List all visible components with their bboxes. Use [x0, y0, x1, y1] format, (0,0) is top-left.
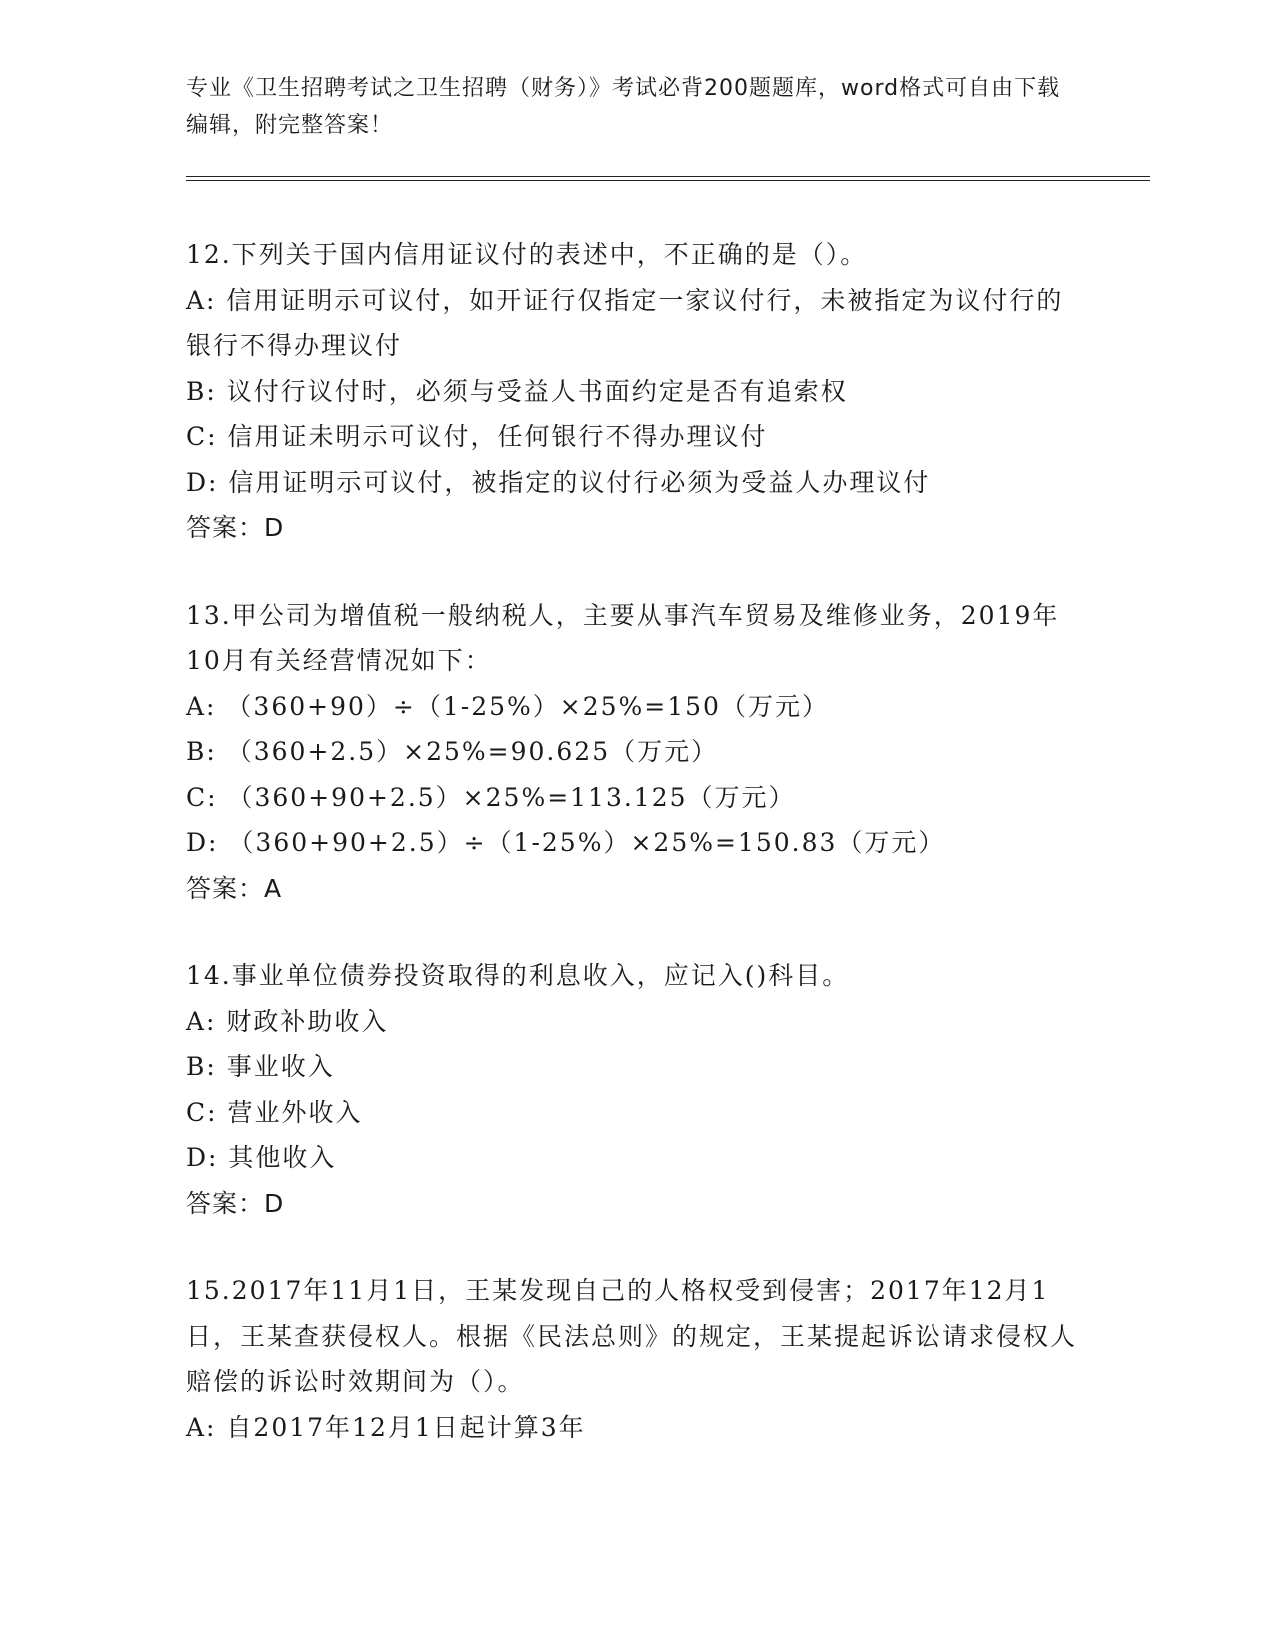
question-12: [186, 232, 1086, 551]
option-b: B: 议付行议付时，必须与受益人书面约定是否有追索权: [186, 376, 848, 406]
option-a: A: 自2017年12月1日起计算3年: [186, 1412, 586, 1442]
document-header-title: 专业《卫生招聘考试之卫生招聘（财务）》考试必背200题题库，word格式可自由下载编辑，附完整答案！: [186, 76, 1061, 138]
option-c: C: （360+90+2.5）×25%=113.125（万元）: [186, 782, 796, 812]
question-stem: 15.2017年11月1日，王某发现自己的人格权受到侵害；2017年12月1日，王某查获侵权人。根据《民法总则》的规定，王某提起诉讼请求侵权人赔偿的诉讼时效期间为（）。: [186, 1276, 1078, 1396]
header-divider: [186, 176, 1150, 181]
option-c: C: 信用证未明示可议付，任何银行不得办理议付: [186, 422, 768, 451]
option-b: B: （360+2.5）×25%=90.625（万元）: [186, 737, 719, 766]
answer-label: 答案：A: [186, 873, 283, 903]
question-stem: 13.甲公司为增值税一般纳税人，主要从事汽车贸易及维修业务，2019年10月有关经营情况如下：: [186, 600, 1060, 675]
option-d: D: 信用证明示可议付，被指定的议付行必须为受益人办理议付: [186, 467, 931, 497]
option-c: C: 营业外收入: [186, 1097, 363, 1127]
question-13: [186, 593, 1086, 912]
option-d: D: （360+90+2.5）÷（1-25%）×25%=150.83（万元）: [186, 828, 946, 857]
answer-label: 答案：D: [186, 1188, 285, 1218]
option-a: A: （360+90）÷（1-25%）×25%=150（万元）: [186, 691, 829, 721]
option-a: A: 信用证明示可议付，如开证行仅指定一家议付行，未被指定为议付行的银行不得办理议付: [186, 285, 1064, 360]
question-14: [186, 953, 1086, 1226]
answer-label: 答案：D: [186, 513, 285, 542]
option-a: A: 财政补助收入: [186, 1006, 389, 1036]
option-b: B: 事业收入: [186, 1052, 335, 1081]
question-15: [186, 1268, 1086, 1450]
question-stem: 14.事业单位债券投资取得的利息收入，应记入()科目。: [186, 961, 850, 990]
option-d: D: 其他收入: [186, 1143, 337, 1172]
question-list: [186, 232, 1086, 1492]
question-stem: 12.下列关于国内信用证议付的表述中，不正确的是（）。: [186, 240, 868, 269]
